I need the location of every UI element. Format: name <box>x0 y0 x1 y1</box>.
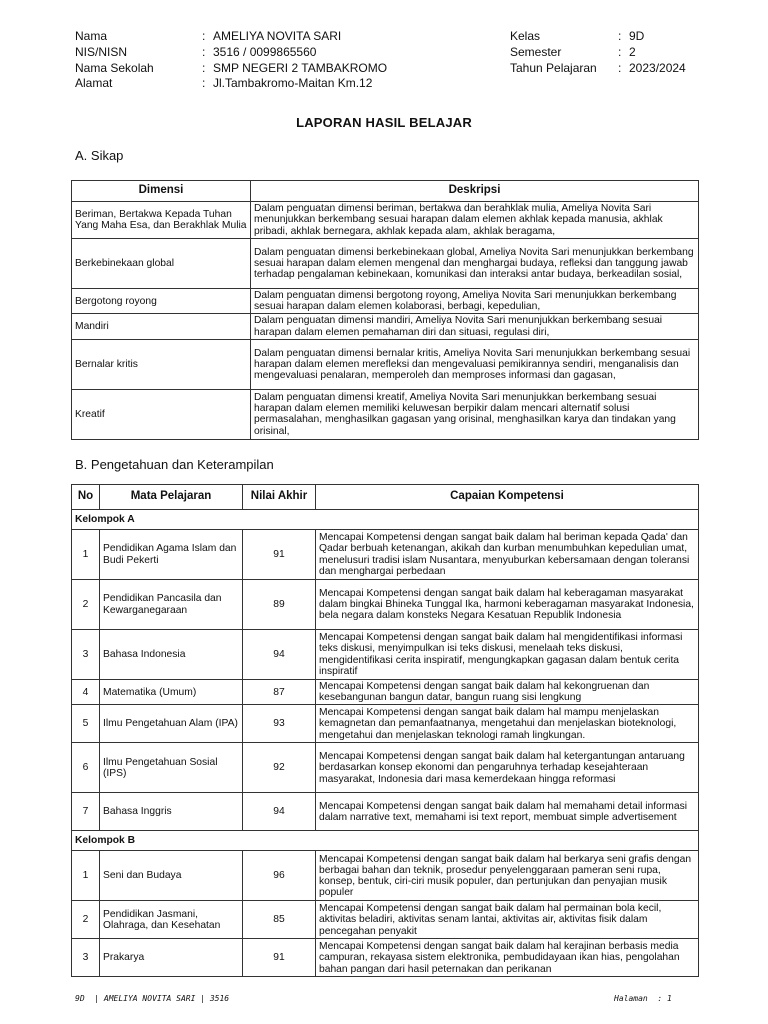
identity-row-year <box>510 61 686 77</box>
score-cell: 91 <box>243 530 316 580</box>
separator: : <box>618 29 622 43</box>
identity-row-name <box>75 29 387 45</box>
group-row-a <box>72 510 699 530</box>
separator: : <box>202 60 206 75</box>
competency-cell: Mencapai Kompetensi dengan sangat baik dalam hal memahami detail informasi dalam narrative text, memahami isi text report, membuat simple advertisement <box>316 793 699 831</box>
group-label: Kelompok B <box>72 831 699 851</box>
year-value: 2023/2024 <box>629 60 686 75</box>
subject-cell: Bahasa Indonesia <box>100 630 243 680</box>
row-number: 3 <box>72 939 100 977</box>
row-number: 6 <box>72 743 100 793</box>
description-cell: Dalam penguatan dimensi berkebinekaan global, Ameliya Novita Sari menunjukkan berkembang sesuai harapan dalam elemen mengenal dan menghargai budaya, refleksi dan tanggung jawab terhadap pengalaman kebinekaan, komunikasi dan interaksi antar budaya, berkeadilan sosial, <box>251 239 699 289</box>
table-row <box>72 705 699 743</box>
column-header-competency: Capaian Kompetensi <box>316 485 699 510</box>
group-row-b <box>72 831 699 851</box>
row-number: 3 <box>72 630 100 680</box>
column-header-description: Deskripsi <box>251 181 699 202</box>
table-row <box>72 580 699 630</box>
column-header-subject: Mata Pelajaran <box>100 485 243 510</box>
score-cell: 94 <box>243 793 316 831</box>
row-number: 1 <box>72 851 100 901</box>
dimension-cell: Bernalar kritis <box>72 339 251 389</box>
column-header-no: No <box>72 485 100 510</box>
table-row <box>72 680 699 705</box>
score-cell: 87 <box>243 680 316 705</box>
competency-cell: Mencapai Kompetensi dengan sangat baik dalam hal mengidentifikasi informasi teks diskusi, menyimpulkan isi teks diskusi, menelaah teks diskusi, mengidentifikasi cerita inspiratif, mengungkapkan gagasan dalam bentuk cerita inspiratif <box>316 630 699 680</box>
score-cell: 89 <box>243 580 316 630</box>
separator: : <box>618 44 622 59</box>
table-row <box>72 389 699 439</box>
table-row <box>72 202 699 239</box>
competency-cell: Mencapai Kompetensi dengan sangat baik dalam hal beriman kepada Qada' dan Qadar berbuah ketenangan, akikah dan kurban menumbuhkan kepedulian umat, menelusuri tradisi islam Nusantara, menyuburkan kebersamaan dengan toleransi dan menghargai perbedaan <box>316 530 699 580</box>
identity-row-address <box>75 76 387 92</box>
subject-cell: Bahasa Inggris <box>100 793 243 831</box>
description-cell: Dalam penguatan dimensi bergotong royong, Ameliya Novita Sari menunjukkan berkembang sesuai harapan dalam elemen kolaborasi, berbagi, kepedulian, <box>251 289 699 314</box>
row-number: 4 <box>72 680 100 705</box>
address-value: Jl.Tambakromo-Maitan Km.12 <box>213 76 373 91</box>
class-value: 9D <box>629 29 645 43</box>
subject-cell: Seni dan Budaya <box>100 851 243 901</box>
subject-cell: Pendidikan Jasmani, Olahraga, dan Kesehatan <box>100 901 243 939</box>
subject-cell: Ilmu Pengetahuan Sosial (IPS) <box>100 743 243 793</box>
dimension-cell: Kreatif <box>72 389 251 439</box>
table-row <box>72 793 699 831</box>
competency-cell: Mencapai Kompetensi dengan sangat baik dalam hal mampu menjelaskan kemagnetan dan pemanfaatnanya, mengetahui dan menjelaskan bioteknologi, mengetahui dan menjelaskan teknologi ramah lingkungan. <box>316 705 699 743</box>
name-label: Nama <box>75 29 108 43</box>
score-cell: 92 <box>243 743 316 793</box>
description-cell: Dalam penguatan dimensi beriman, bertakwa dan berahklak mulia, Ameliya Novita Sari menunjukkan berkembang sesuai harapan dalam elemen akhlak kepada manusia, akhlak pribadi, akhlak bernegara, akhlak kepada alam, akhlak beragama, <box>251 202 699 239</box>
dimension-cell: Bergotong royong <box>72 289 251 314</box>
table-row <box>72 851 699 901</box>
identity-row-school <box>75 61 387 77</box>
competency-cell: Mencapai Kompetensi dengan sangat baik dalam hal ketergantungan antaruang berdasarkan konsep ekonomi dan pengaruhnya terhadap kesejahteraan masyarakat, Indonesia dari masa kemerdekaan hingga reformasi <box>316 743 699 793</box>
table-header-row <box>72 485 699 510</box>
table-row <box>72 314 699 339</box>
subject-cell: Pendidikan Agama Islam dan Budi Pekerti <box>100 530 243 580</box>
row-number: 1 <box>72 530 100 580</box>
sikap-table <box>71 180 699 440</box>
dimension-cell: Mandiri <box>72 314 251 339</box>
table-row <box>72 339 699 389</box>
table-row <box>72 239 699 289</box>
class-label: Kelas <box>510 29 541 43</box>
footer-student-info: 9D | AMELIYA NOVITA SARI | 3516 <box>75 994 230 1003</box>
separator: : <box>202 76 206 91</box>
competency-cell: Mencapai Kompetensi dengan sangat baik dalam hal kerajinan berbasis media campuran, rekayasa sistem elektronika, pembudidayaan ikan hias, pengolahan bahan pangan dari hasil peternakan dan perikanan <box>316 939 699 977</box>
table-row <box>72 289 699 314</box>
school-label: Nama Sekolah <box>75 60 154 75</box>
year-label: Tahun Pelajaran <box>510 60 597 75</box>
competency-cell: Mencapai Kompetensi dengan sangat baik dalam hal keberagaman masyarakat dalam bingkai Bhineka Tunggal Ika, harmoni keberagaman masyarakat Indonesia, bela negara dalam konsteks Negara Kesatuan Republik Indonesia <box>316 580 699 630</box>
description-cell: Dalam penguatan dimensi kreatif, Ameliya Novita Sari menunjukkan berkembang sesuai harapan dalam elemen memiliki keluwesan berpikir dalam mencari alternatif solusi permasalahan, menghasilkan gagasan yang orisinal, menghasilkan karya dan tindakan yang orisinal, <box>251 389 699 439</box>
score-cell: 96 <box>243 851 316 901</box>
row-number: 5 <box>72 705 100 743</box>
table-row <box>72 939 699 977</box>
score-cell: 94 <box>243 630 316 680</box>
table-row <box>72 630 699 680</box>
address-label: Alamat <box>75 76 113 91</box>
grades-heading: B. Pengetahuan dan Keterampilan <box>75 457 274 472</box>
row-number: 2 <box>72 580 100 630</box>
separator: : <box>202 44 206 59</box>
identity-row-nis <box>75 45 387 61</box>
table-row <box>72 901 699 939</box>
name-value: AMELIYA NOVITA SARI <box>213 29 342 43</box>
score-cell: 85 <box>243 901 316 939</box>
school-value: SMP NEGERI 2 TAMBAKROMO <box>213 60 388 75</box>
competency-cell: Mencapai Kompetensi dengan sangat baik dalam hal kekongruenan dan kesebangunan bangun datar, bangun ruang sisi lengkung <box>316 680 699 705</box>
grades-table <box>71 484 699 977</box>
score-cell: 93 <box>243 705 316 743</box>
identity-row-semester <box>510 45 686 61</box>
column-header-score: Nilai Akhir <box>243 485 316 510</box>
identity-row-class <box>510 29 686 45</box>
subject-cell: Prakarya <box>100 939 243 977</box>
score-cell: 91 <box>243 939 316 977</box>
table-row <box>72 530 699 580</box>
subject-cell: Pendidikan Pancasila dan Kewarganegaraan <box>100 580 243 630</box>
nis-label: NIS/NISN <box>75 44 128 59</box>
subject-cell: Ilmu Pengetahuan Alam (IPA) <box>100 705 243 743</box>
subject-cell: Matematika (Umum) <box>100 680 243 705</box>
nis-value: 3516 / 0099865560 <box>213 44 317 59</box>
description-cell: Dalam penguatan dimensi bernalar kritis, Ameliya Novita Sari menunjukkan berkembang sesuai harapan dalam elemen merefleksi dan mengevaluasi pemikirannya sendiri, menganalisis dan mengevaluasi penalaran, memperoleh dan memproses informasi dan gagasan, <box>251 339 699 389</box>
table-row <box>72 743 699 793</box>
table-header-row <box>72 181 699 202</box>
semester-label: Semester <box>510 44 562 59</box>
competency-cell: Mencapai Kompetensi dengan sangat baik dalam hal berkarya seni grafis dengan berbagai bahan dan teknik, prosedur penyelenggaraan pameran seni rupa, konsep, bentuk, ciri-ciri musik populer, dan pertunjukan dan penyajian musik populer <box>316 851 699 901</box>
student-identity-left <box>75 29 387 92</box>
competency-cell: Mencapai Kompetensi dengan sangat baik dalam hal permainan bola kecil, aktivitas beladiri, aktivitas senam lantai, aktivitas air, aktivitas fisik dalam pencegahan penyakit <box>316 901 699 939</box>
row-number: 2 <box>72 901 100 939</box>
description-cell: Dalam penguatan dimensi mandiri, Ameliya Novita Sari menunjukkan berkembang sesuai harapan dalam elemen pemahaman diri dan situasi, regulasi diri, <box>251 314 699 339</box>
separator: : <box>618 60 622 75</box>
sikap-heading: A. Sikap <box>75 148 124 163</box>
column-header-dimension: Dimensi <box>72 181 251 202</box>
footer-page-number: Halaman : 1 <box>614 994 672 1003</box>
report-title: LAPORAN HASIL BELAJAR <box>296 115 472 130</box>
row-number: 7 <box>72 793 100 831</box>
dimension-cell: Berkebinekaan global <box>72 239 251 289</box>
student-identity-right <box>510 29 686 76</box>
group-label: Kelompok A <box>72 510 699 530</box>
dimension-cell: Beriman, Bertakwa Kepada Tuhan Yang Maha Esa, dan Berakhlak Mulia <box>72 202 251 239</box>
separator: : <box>202 29 206 43</box>
semester-value: 2 <box>629 44 636 59</box>
